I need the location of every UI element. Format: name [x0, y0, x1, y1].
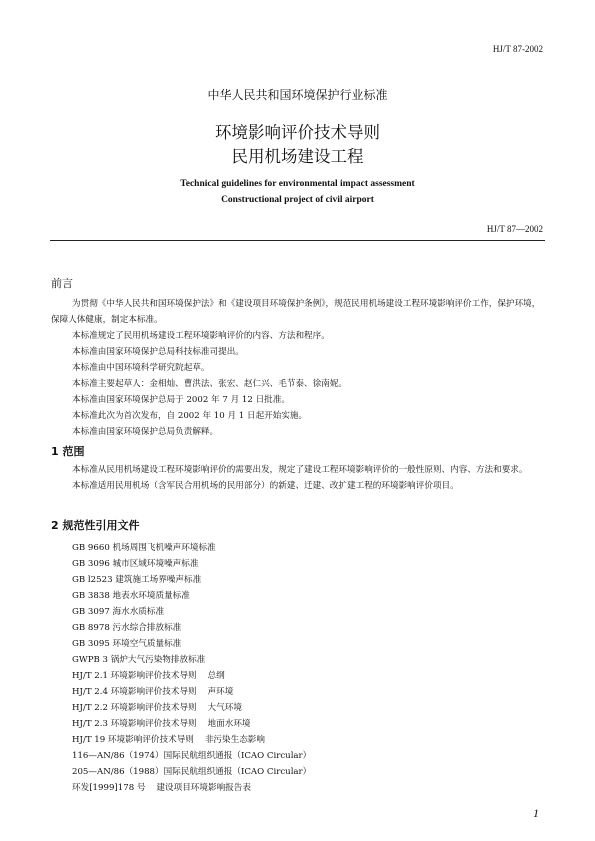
reference-item: GB 3096 城市区域环境噪声标准 [72, 559, 199, 569]
reference-item: GB 3097 海水水质标准 [72, 607, 165, 617]
foreword-paragraph: 本标准规定了民用机场建设工程环境影响评价的内容、方法和程序。 [72, 331, 330, 341]
scope-paragraph: 本标准从民用机场建设工程环境影响评价的需要出发，规定了建设工程环境影响评价的一般性原则、内容、方法和要求。 [72, 465, 528, 475]
foreword-heading: 前言 [51, 277, 73, 290]
reference-item: HJ/T 2.3 环境影响评价技术导则 地面水环境 [72, 719, 251, 729]
scope-paragraph: 本标准适用民用机场（含军民合用机场的民用部分）的新建、迁建、改扩建工程的环境影响评价项目。 [72, 481, 459, 491]
reference-item: HJ/T 2.4 环境影响评价技术导则 声环境 [72, 687, 234, 697]
issuing-organization: 中华人民共和国环境保护行业标准 [207, 88, 388, 102]
reference-item: GB 8978 污水综合排放标准 [72, 623, 182, 633]
reference-item: HJ/T 19 环境影响评价技术导则 非污染生态影响 [72, 735, 265, 745]
reference-item: 环发[1999]178 号 建设项目环境影响报告表 [72, 783, 251, 793]
reference-item: GB 3838 地表水环境质量标准 [72, 591, 190, 601]
english-title-line2: Constructional project of civil airport [221, 195, 374, 205]
reference-item: HJ/T 2.2 环境影响评价技术导则 大气环境 [72, 703, 242, 713]
header-divider [50, 240, 545, 241]
reference-item: GB 9660 机场周围飞机噪声环境标准 [72, 543, 216, 553]
reference-item: 116—AN/86（1974）国际民航组织通报（ICAO Circular） [72, 751, 312, 761]
document-title-line1: 环境影响评价技术导则 [215, 123, 380, 142]
foreword-body [51, 296, 546, 440]
section-scope-heading: 1 范围 [51, 445, 85, 458]
reference-item: HJ/T 2.1 环境影响评价技术导则 总纲 [72, 671, 225, 681]
page-number: 1 [533, 806, 539, 820]
reference-item: 205—AN/86（1988）国际民航组织通报（ICAO Circular） [72, 767, 312, 777]
reference-item: GWPB 3 锅炉大气污染物排放标准 [72, 655, 206, 665]
section-scope-body [51, 462, 546, 494]
reference-item: GB l2523 建筑施工场界噪声标准 [72, 575, 202, 585]
reference-list [72, 540, 311, 796]
foreword-paragraph: 本标准由国家环境保护总局科技标准司提出。 [72, 347, 244, 357]
foreword-paragraph: 本标准由中国环境科学研究院起草。 [72, 363, 210, 373]
foreword-paragraph: 本标准此次为首次发布，自 2002 年 10 月 1 日起开始实施。 [72, 411, 308, 421]
document-title-line2: 民用机场建设工程 [231, 147, 364, 166]
foreword-paragraph: 为贯彻《中华人民共和国环境保护法》和《建设项目环境保护条例》，规范民用机场建设工程环境影响评价工作，保护环境，保障人体健康，制定本标准。 [51, 299, 541, 325]
foreword-paragraph: 本标准主要起草人：金相灿、曹洪法、张宏、赵仁兴、毛节泰、徐南妮。 [72, 379, 348, 389]
section-references-heading: 2 规范性引用文件 [51, 519, 140, 532]
foreword-paragraph: 本标准由国家环境保护总局于 2002 年 7 月 12 日批准。 [72, 395, 290, 405]
standard-code-mid: HJ/T 87—2002 [486, 224, 543, 234]
reference-item: GB 3095 环境空气质量标准 [72, 639, 182, 649]
english-title-line1: Technical guidelines for environmental impact assessment [180, 179, 415, 189]
standard-code-top: HJ/T 87-2002 [492, 44, 543, 54]
foreword-paragraph: 本标准由国家环境保护总局负责解释。 [72, 427, 219, 437]
